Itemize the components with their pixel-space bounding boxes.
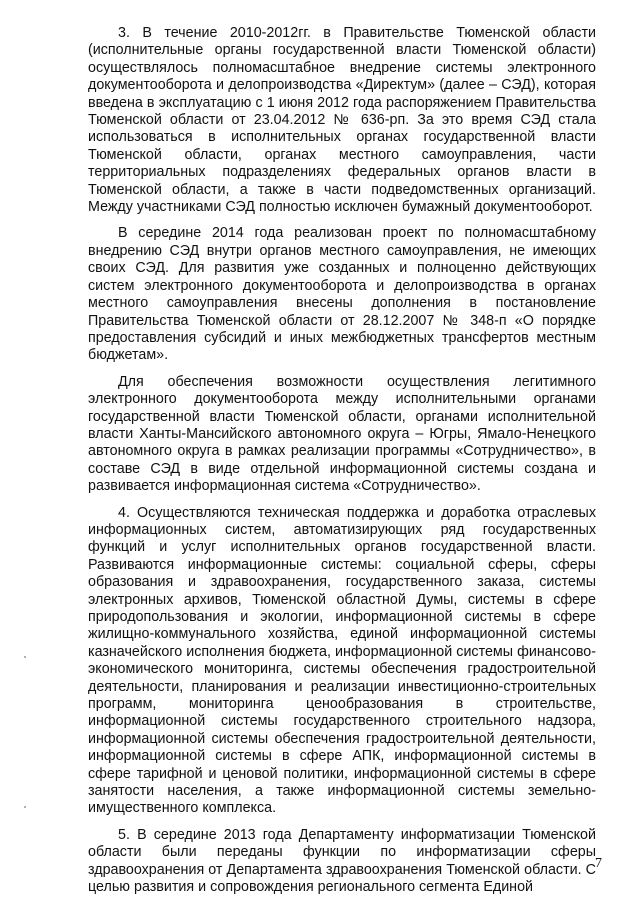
scan-speck xyxy=(24,656,26,658)
paragraph-item-4-industry-systems: 4. Осуществляются техническая поддержка и доработка отраслевых информационных систем, автоматизирующих ряд государственных функций и услуг исполнительных органов государственной власти. Развиваются информационные системы: социальной сферы, сферы образования и здравоохранения, государственного заказа, системы электронных архивов, Тюменской областной Думы, системы в сфере природопользования и экологии, информационной системы в сфере жилищно-коммунального хозяйства, единой информационной системы казначейского исполнения бюджета, информационной системы финансово-экономического мониторинга, системы обеспечения градостроительной деятельности, планирования и реализации инвестиционно-строительных программ, мониторинга ценообразования в строительстве, информационной системы государственного строительного надзора, информационной системы обеспечения градостроительной деятельности, информационной системы в сфере АПК, информационной системы в сфере тарифной и ценовой политики, информационной системы в сфере занятости населения, а также информационной системы земельно-имущественного комплекса. xyxy=(88,504,596,817)
paragraph-2014-municipal-sed: В середине 2014 года реализован проект по полномасштабному внедрению СЭД внутри органов местного самоуправления, не имеющих своих СЭД. Для развития уже созданных и полноценно действующих систем электронного документооборота и делопроизводства в органах местного самоуправления внесены дополнения в постановление Правительства Тюменской области от 28.12.2007 № 348-п «О порядке предоставления субсидий и иных межбюджетных трансфертов местным бюджетам». xyxy=(88,225,596,364)
scan-speck xyxy=(24,806,26,808)
paragraph-item-3-sed-implementation: 3. В течение 2010-2012гг. в Правительстве Тюменской области (исполнительные органы государственной власти Тюменской области) осуществлялось полномасштабное внедрение системы электронного документооборота и делопроизводства «Директум» (далее – СЭД), которая введена в эксплуатацию с 1 июня 2012 года распоряжением Правительства Тюменской области от 23.04.2012 № 636-рп. За это время СЭД стала использоваться в исполнительных органах государственной власти Тюменской области, органах местного самоуправления, части территориальных подразделениях федеральных органов власти в Тюменской области, а также в части подведомственных организаций. Между участниками СЭД полностью исключен бумажный документооборот. xyxy=(88,25,596,216)
page-number: 7 xyxy=(595,856,602,871)
paragraph-cooperation-system: Для обеспечения возможности осуществления легитимного электронного документооборота между исполнительными органами государственной власти Тюменской области, органами исполнительной власти Ханты-Мансийского автономного округа – Югры, Ямало-Ненецкого автономного округа в рамках реализации программы «Сотрудничество», в составе СЭД в виде отдельной информационной системы создана и развивается информационная система «Сотрудничество». xyxy=(88,373,596,495)
document-body xyxy=(88,25,596,906)
paragraph-item-5-healthcare: 5. В середине 2013 года Департаменту информатизации Тюменской области были переданы функции по информатизации сферы здравоохранения от Департамента здравоохранения Тюменской области. С целью развития и сопровождения регионального сегмента Единой xyxy=(88,826,596,896)
